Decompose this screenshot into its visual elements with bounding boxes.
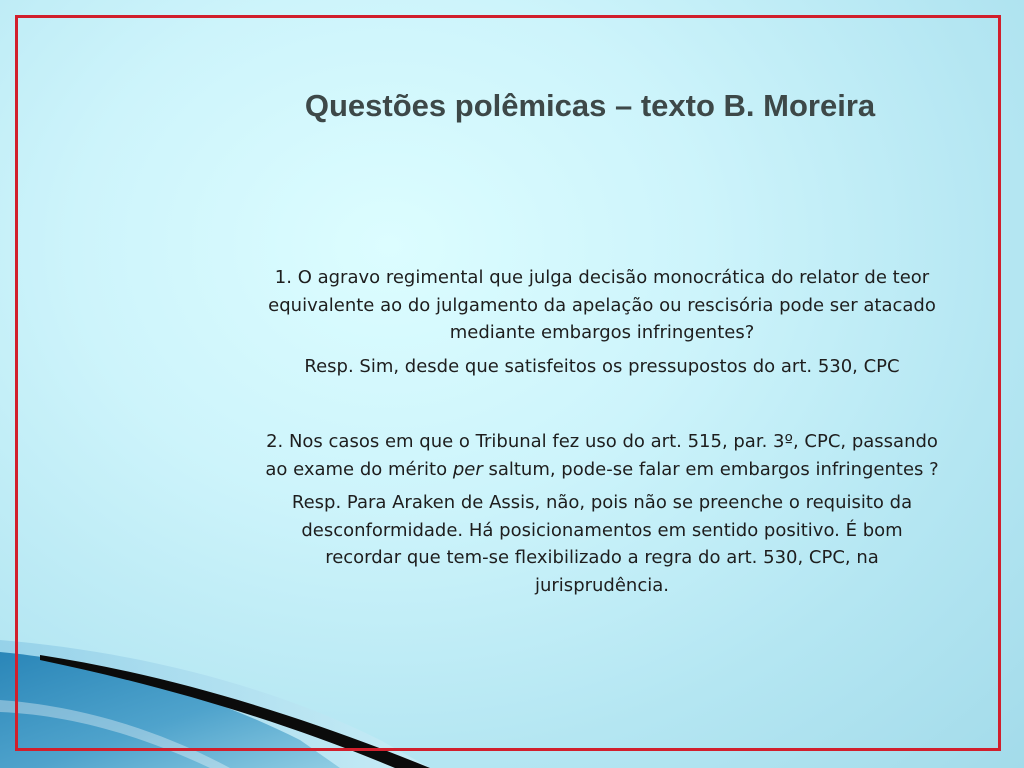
question-2-emphasis: per bbox=[452, 458, 483, 480]
question-2-text-end: saltum, pode-se falar em embargos infringentes ? bbox=[482, 458, 939, 480]
answer-2: Resp. Para Araken de Assis, não, pois não se preenche o requisito da desconformidade. Há posicionamentos em sentido positivo. É bom recordar que tem-se flexibilizado a regra do art. 530, CPC, na jurisprudência. bbox=[291, 492, 913, 596]
answer-1: Resp. Sim, desde que satisfeitos os pressupostos do art. 530, CPC bbox=[304, 355, 900, 377]
slide-title: Questões polêmicas – texto B. Moreira bbox=[304, 88, 876, 123]
question-1: 1. O agravo regimental que julga decisão monocrática do relator de teor equivalente ao do julgamento da apelação ou rescisória pode ser atacado mediante embargos infringentes? bbox=[268, 267, 936, 343]
question-2-text-start: 2. Nos casos em que o Tribunal fez uso do art. 515, par. 3º, CPC, passando ao exame do mérito bbox=[265, 431, 938, 480]
question-2 bbox=[262, 428, 942, 483]
slide-body bbox=[262, 264, 942, 599]
